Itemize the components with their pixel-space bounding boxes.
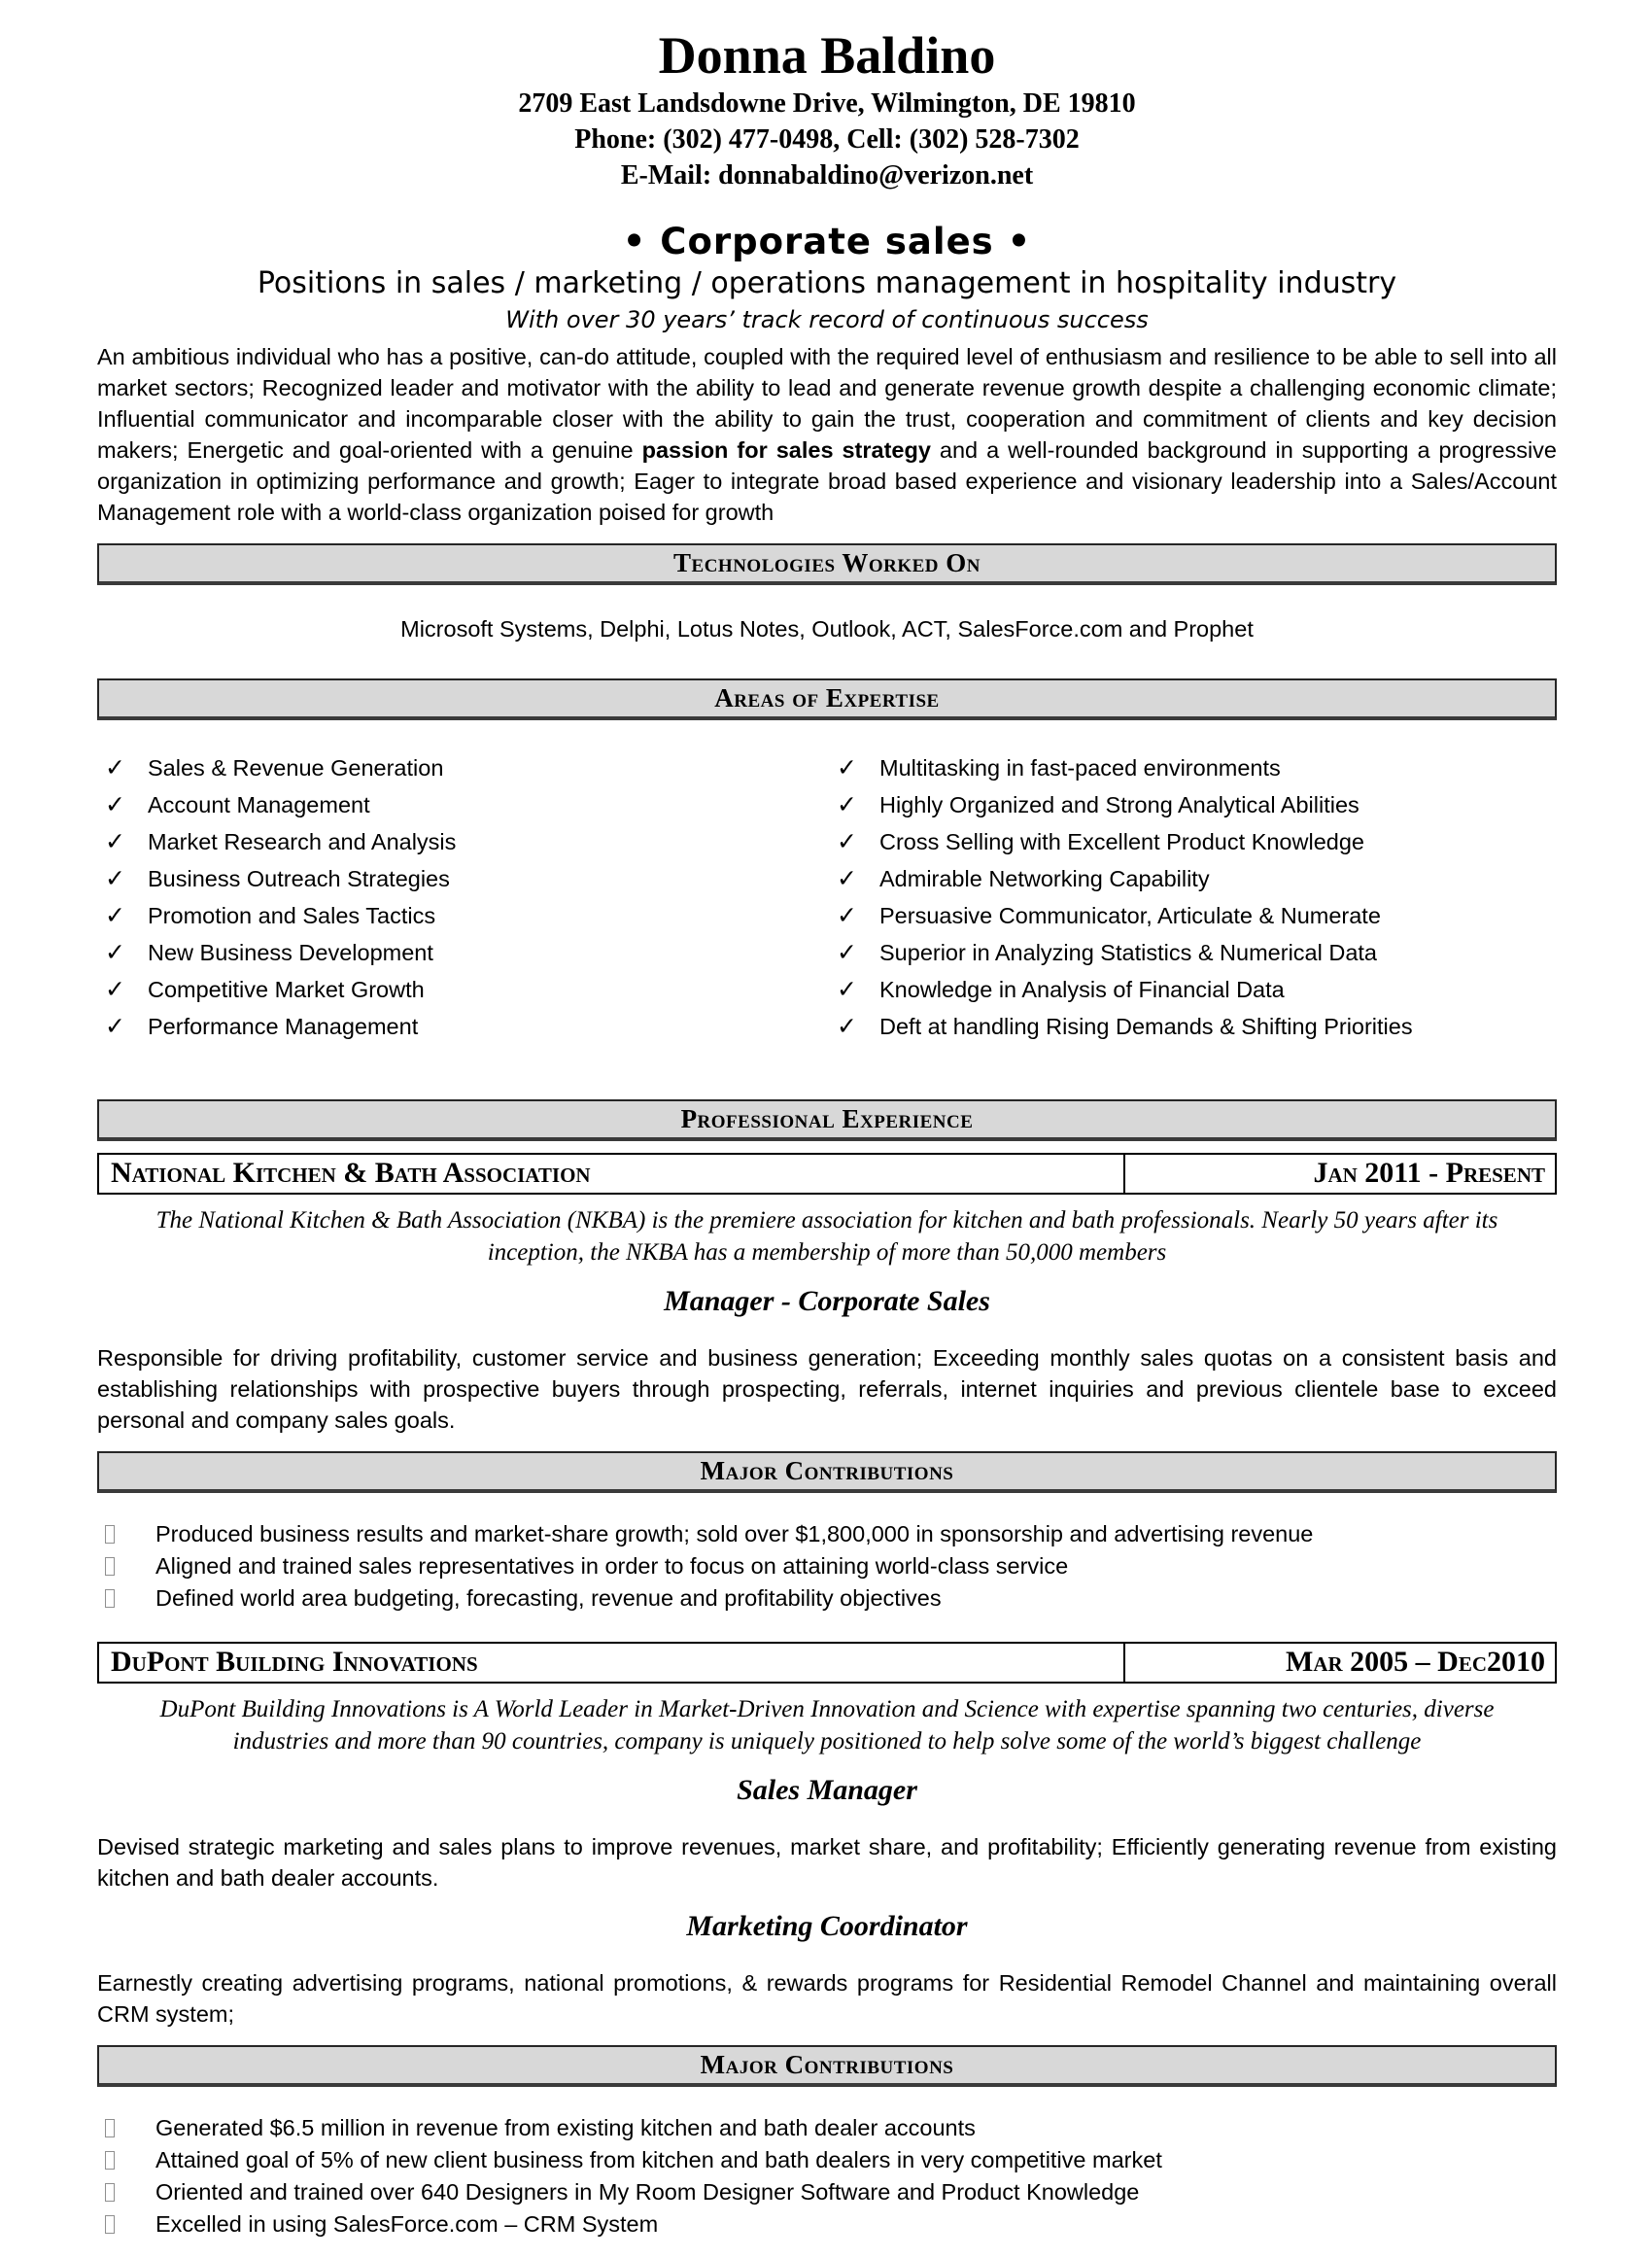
technologies-title: Technologies Worked On bbox=[673, 548, 981, 577]
contribution-item bbox=[105, 1518, 1557, 1550]
expertise-label: Performance Management bbox=[148, 1014, 419, 1039]
expertise-label: Deft at handling Rising Demands & Shifting Priorities bbox=[879, 1014, 1413, 1039]
expertise-label: Multitasking in fast-paced environments bbox=[879, 755, 1281, 781]
expertise-column-left bbox=[97, 749, 827, 1045]
employment-dates: Mar 2005 – Dec2010 bbox=[1286, 1646, 1545, 1678]
expertise-title: Areas of Expertise bbox=[714, 683, 940, 712]
expertise-label: Knowledge in Analysis of Financial Data bbox=[879, 977, 1285, 1002]
expertise-item bbox=[105, 971, 827, 1008]
check-icon: ✓ bbox=[105, 938, 125, 966]
expertise-checklist bbox=[97, 749, 1557, 1045]
contribution-item bbox=[105, 1550, 1557, 1582]
objective-heading: • Corporate sales • bbox=[622, 221, 1032, 262]
expertise-item bbox=[105, 749, 827, 786]
technologies-list: Microsoft Systems, Delphi, Lotus Notes, Outlook, ACT, SalesForce.com and Prophet bbox=[400, 616, 1254, 642]
role-summary: Devised strategic marketing and sales plans to improve revenues, market share, and profitability; Efficiently generating revenue from existing kitchen and bath dealer accounts. bbox=[97, 1834, 1557, 1891]
check-icon: ✓ bbox=[105, 864, 125, 892]
expertise-label: Admirable Networking Capability bbox=[879, 866, 1210, 891]
profile-summary bbox=[97, 341, 1557, 528]
contribution-text: Produced business results and market-share growth; sold over $1,800,000 in sponsorship and advertising revenue bbox=[155, 1521, 1314, 1546]
bullet-box-icon bbox=[105, 1557, 115, 1576]
expertise-label: Competitive Market Growth bbox=[148, 977, 425, 1002]
summary-bold-phrase: passion for sales strategy bbox=[641, 437, 931, 463]
company-name: DuPont Building Innovations bbox=[99, 1644, 1125, 1682]
check-icon: ✓ bbox=[837, 827, 857, 855]
check-icon: ✓ bbox=[837, 790, 857, 818]
check-icon: ✓ bbox=[837, 975, 857, 1003]
contributions-title: Major Contributions bbox=[700, 1456, 954, 1485]
role-summary: Earnestly creating advertising programs, national promotions, & rewards programs for Residential Remodel Channel and maintaining overall CRM system; bbox=[97, 1970, 1557, 2027]
contribution-text: Generated $6.5 million in revenue from existing kitchen and bath dealer accounts bbox=[155, 2115, 976, 2140]
section-banner-experience bbox=[97, 1099, 1557, 1141]
expertise-label: New Business Development bbox=[148, 940, 433, 965]
check-icon: ✓ bbox=[105, 827, 125, 855]
expertise-item bbox=[105, 823, 827, 860]
check-icon: ✓ bbox=[837, 901, 857, 929]
expertise-item bbox=[837, 786, 1557, 823]
company-name: National Kitchen & Bath Association bbox=[99, 1155, 1125, 1193]
bullet-box-icon bbox=[105, 2119, 115, 2137]
expertise-item bbox=[837, 934, 1557, 971]
expertise-item bbox=[105, 934, 827, 971]
contribution-text: Excelled in using SalesForce.com – CRM System bbox=[155, 2211, 659, 2237]
section-banner-contributions-nkba bbox=[97, 1451, 1557, 1493]
contributions-list-dupont bbox=[97, 2112, 1557, 2241]
role-title: Manager - Corporate Sales bbox=[664, 1285, 990, 1317]
expertise-label: Cross Selling with Excellent Product Knowledge bbox=[879, 829, 1364, 854]
objective-subheading: Positions in sales / marketing / operations management in hospitality industry bbox=[257, 266, 1397, 300]
contribution-item bbox=[105, 2144, 1557, 2176]
employment-dates: Jan 2011 - Present bbox=[1313, 1157, 1545, 1189]
role-summary: Responsible for driving profitability, customer service and business generation; Exceeding monthly sales quotas on a consistent basis and establishing relationships with prospective buyers through prospecting, referrals, internet inquiries and previous clientele base to exceed personal and company sales goals. bbox=[97, 1345, 1557, 1433]
expertise-item bbox=[105, 786, 827, 823]
address-line: 2709 East Landsdowne Drive, Wilmington, DE 19810 bbox=[518, 88, 1136, 119]
expertise-item bbox=[837, 971, 1557, 1008]
check-icon: ✓ bbox=[105, 975, 125, 1003]
expertise-item bbox=[837, 823, 1557, 860]
bullet-box-icon bbox=[105, 1525, 115, 1544]
contributions-list-nkba bbox=[97, 1518, 1557, 1615]
contribution-item bbox=[105, 1582, 1557, 1615]
expertise-label: Promotion and Sales Tactics bbox=[148, 903, 436, 928]
expertise-column-right bbox=[827, 749, 1557, 1045]
contribution-item bbox=[105, 2176, 1557, 2208]
section-banner-expertise bbox=[97, 678, 1557, 720]
expertise-item bbox=[105, 1008, 827, 1045]
objective-tagline: With over 30 years’ track record of continuous success bbox=[505, 306, 1149, 333]
objective-section bbox=[97, 221, 1557, 528]
check-icon: ✓ bbox=[105, 753, 125, 782]
check-icon: ✓ bbox=[837, 864, 857, 892]
contribution-text: Defined world area budgeting, forecasting, revenue and profitability objectives bbox=[155, 1585, 942, 1611]
experience-title: Professional Experience bbox=[680, 1104, 974, 1133]
expertise-item bbox=[837, 860, 1557, 897]
expertise-item bbox=[837, 897, 1557, 934]
bullet-box-icon bbox=[105, 2183, 115, 2202]
email-line: E-Mail: donnabaldino@verizon.net bbox=[620, 160, 1034, 191]
summary-text-2: and a well-rounded background in supporting a progressive organization in optimizing performance and growth; Eager to integrate broad based experience and visionary leadership into a Sales/Account Management role with a world-class organization poised for growth bbox=[97, 437, 1557, 525]
check-icon: ✓ bbox=[105, 901, 125, 929]
expertise-item bbox=[105, 897, 827, 934]
bullet-box-icon bbox=[105, 1589, 115, 1608]
section-banner-contributions-dupont bbox=[97, 2045, 1557, 2087]
expertise-label: Highly Organized and Strong Analytical Abilities bbox=[879, 792, 1359, 817]
check-icon: ✓ bbox=[105, 1012, 125, 1040]
check-icon: ✓ bbox=[837, 938, 857, 966]
role-title: Marketing Coordinator bbox=[686, 1910, 968, 1942]
phone-line: Phone: (302) 477-0498, Cell: (302) 528-7302 bbox=[574, 124, 1080, 155]
role-title: Sales Manager bbox=[737, 1774, 917, 1806]
expertise-label: Superior in Analyzing Statistics & Numerical Data bbox=[879, 940, 1377, 965]
expertise-item bbox=[105, 860, 827, 897]
expertise-item bbox=[837, 749, 1557, 786]
contribution-text: Oriented and trained over 640 Designers in My Room Designer Software and Product Knowledge bbox=[155, 2179, 1140, 2205]
expertise-label: Persuasive Communicator, Articulate & Numerate bbox=[879, 903, 1381, 928]
expertise-label: Business Outreach Strategies bbox=[148, 866, 450, 891]
contributions-title: Major Contributions bbox=[700, 2050, 954, 2079]
company-blurb: DuPont Building Innovations is A World Leader in Market-Driven Innovation and Science with expertise spanning two centuries, diverse industries and more than 90 countries, company is uniquely positioned to help solve some of the world’s biggest challenge bbox=[159, 1696, 1495, 1754]
summary-text-1: An ambitious individual who has a positive, can-do attitude, coupled with the required level of enthusiasm and resilience to be able to sell into all market sectors; Recognized leader and motivator with the ability to lead and generate revenue growth despite a challenging economic climate; Influential communicator and incomparable closer with the ability to gain the trust, cooperation and commitment of clients and key decision makers; Energetic and goal-oriented with a genuine bbox=[97, 344, 1557, 463]
expertise-item bbox=[837, 1008, 1557, 1045]
contribution-item bbox=[105, 2112, 1557, 2144]
check-icon: ✓ bbox=[837, 1012, 857, 1040]
expertise-label: Sales & Revenue Generation bbox=[148, 755, 444, 781]
candidate-name: Donna Baldino bbox=[658, 26, 996, 85]
check-icon: ✓ bbox=[105, 790, 125, 818]
section-banner-technologies bbox=[97, 543, 1557, 585]
contribution-item bbox=[105, 2208, 1557, 2241]
job-header-nkba bbox=[97, 1153, 1557, 1195]
expertise-label: Account Management bbox=[148, 792, 370, 817]
check-icon: ✓ bbox=[837, 753, 857, 782]
contact-header bbox=[97, 25, 1557, 193]
expertise-label: Market Research and Analysis bbox=[148, 829, 457, 854]
company-blurb: The National Kitchen & Bath Association (NKBA) is the premiere association for kitchen and bath professionals. Nearly 50 years after its inception, the NKBA has a membership of more than 50,000 members bbox=[155, 1207, 1498, 1266]
contribution-text: Aligned and trained sales representatives in order to focus on attaining world-class service bbox=[155, 1553, 1069, 1579]
job-header-dupont bbox=[97, 1642, 1557, 1684]
bullet-box-icon bbox=[105, 2151, 115, 2170]
contribution-text: Attained goal of 5% of new client business from kitchen and bath dealers in very competitive market bbox=[155, 2147, 1162, 2172]
bullet-box-icon bbox=[105, 2215, 115, 2234]
